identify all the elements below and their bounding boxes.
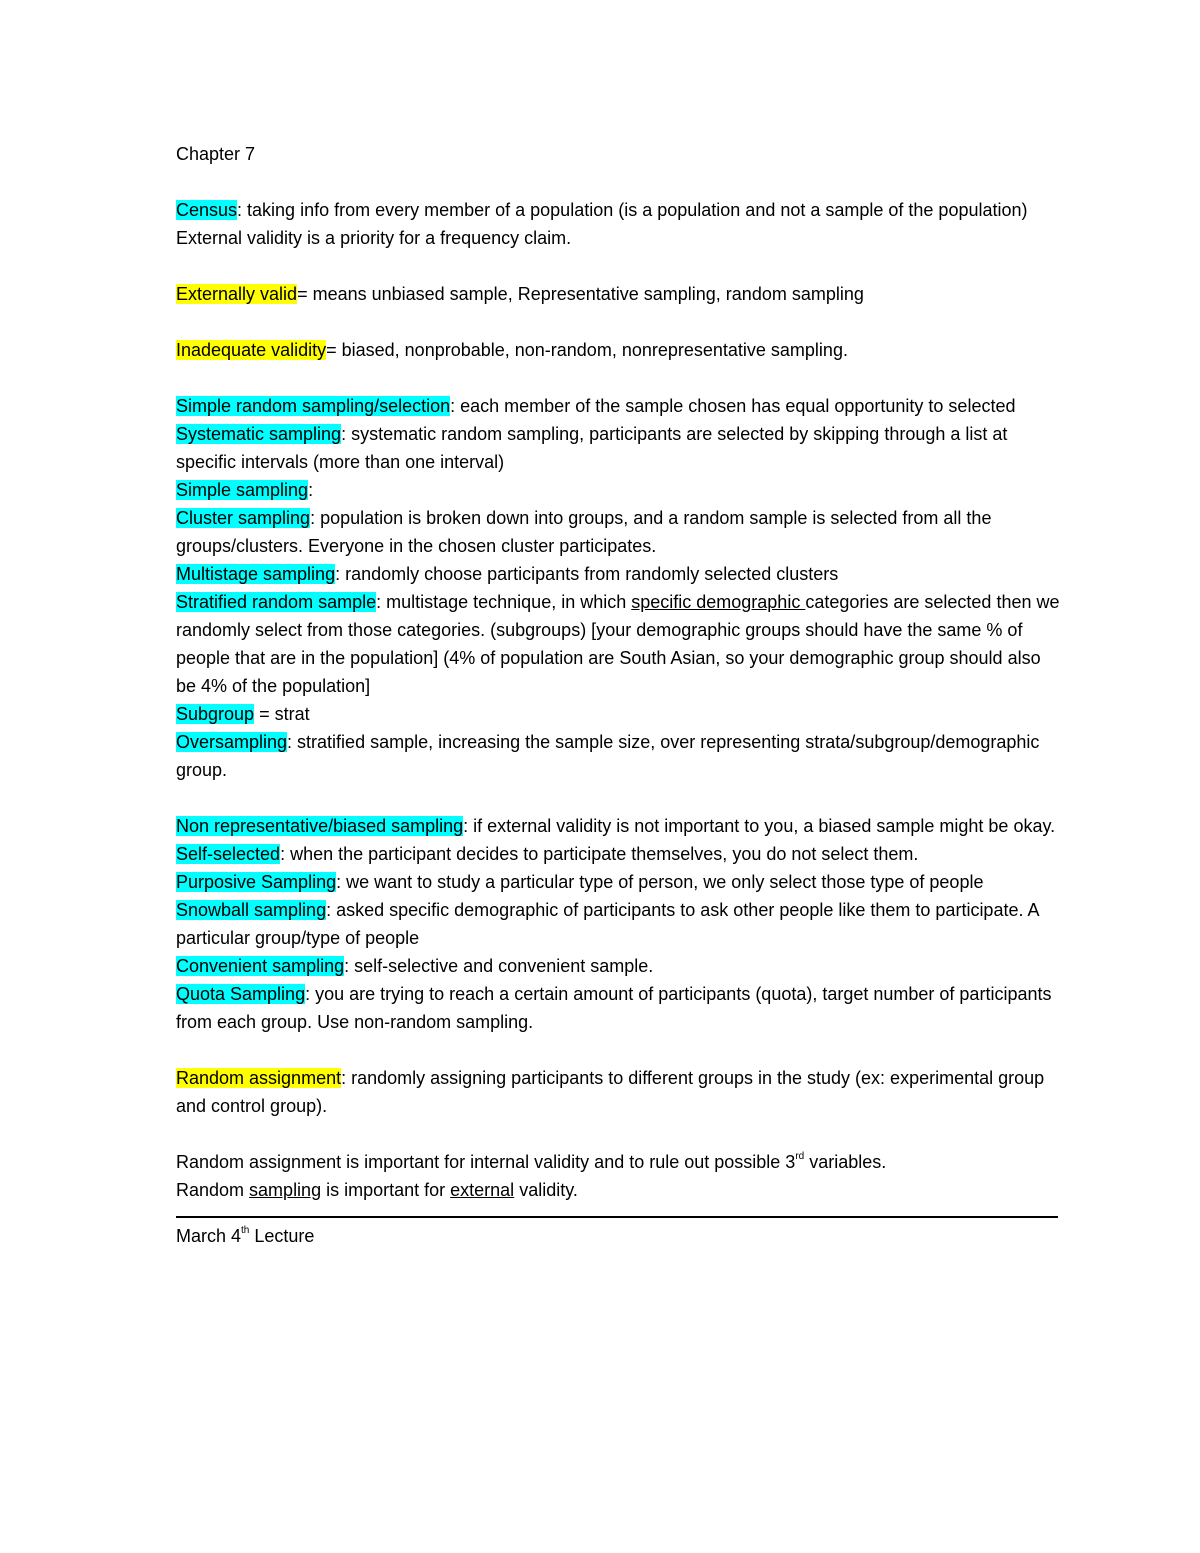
- random-assignment-definition: : randomly assigning participants to different groups in the study (ex: experimental group and control group).: [176, 1068, 1045, 1116]
- spacer: [176, 364, 1061, 392]
- document-page: [176, 140, 1061, 1250]
- self-selected-term: Self-selected: [176, 844, 281, 864]
- stratified-term: Stratified random sample: [176, 592, 377, 612]
- convenient-definition: : self-selective and convenient sample.: [344, 956, 654, 976]
- self-selected-definition: : when the participant decides to participate themselves, you do not select them.: [280, 844, 919, 864]
- simple-random-definition: : each member of the sample chosen has equal opportunity to selected: [450, 396, 1016, 416]
- stratified-definition-b: categories are selected then we randomly select from those categories. (subgroups) [your demographic groups should have the same % of people that are in the population] (4% of population are South Asian, so your demographic group should also be 4% of the population]: [176, 592, 1060, 696]
- rs-text-b: is important for: [321, 1180, 451, 1200]
- underlined-sampling: sampling: [249, 1180, 322, 1200]
- systematic-term: Systematic sampling: [176, 424, 342, 444]
- externally-valid-entry: [176, 280, 1061, 308]
- purposive-entry: [176, 868, 1061, 896]
- spacer: [176, 1120, 1061, 1148]
- purposive-definition: : we want to study a particular type of person, we only select those type of people: [336, 872, 984, 892]
- random-sampling-importance: [176, 1176, 1061, 1204]
- stratified-underlined-text: specific demographic: [631, 592, 806, 612]
- systematic-entry: [176, 420, 1061, 476]
- lecture-heading-label: Lecture: [249, 1226, 315, 1246]
- cluster-entry: [176, 504, 1061, 560]
- chapter-title: Chapter 7: [176, 144, 256, 164]
- external-validity-priority: External validity is a priority for a frequency claim.: [176, 228, 572, 248]
- stratified-entry: [176, 588, 1061, 700]
- convenient-term: Convenient sampling: [176, 956, 345, 976]
- oversampling-definition: : stratified sample, increasing the sample size, over representing strata/subgroup/demographic group.: [176, 732, 1040, 780]
- subgroup-definition: = strat: [254, 704, 310, 724]
- simple-sampling-term: Simple sampling: [176, 480, 309, 500]
- spacer: [176, 1036, 1061, 1064]
- simple-random-entry: [176, 392, 1061, 420]
- snowball-term: Snowball sampling: [176, 900, 327, 920]
- census-entry: [176, 196, 1061, 224]
- spacer: [176, 784, 1061, 812]
- cluster-definition: : population is broken down into groups, and a random sample is selected from all the groups/clusters. Everyone in the chosen cluster participates.: [176, 508, 992, 556]
- multistage-definition: : randomly choose participants from randomly selected clusters: [335, 564, 839, 584]
- cluster-term: Cluster sampling: [176, 508, 311, 528]
- simple-random-term: Simple random sampling/selection: [176, 396, 451, 416]
- nonrep-term: Non representative/biased sampling: [176, 816, 464, 836]
- lecture-heading: [176, 1222, 1061, 1250]
- census-term: Census: [176, 200, 238, 220]
- purposive-term: Purposive Sampling: [176, 872, 337, 892]
- simple-sampling-entry: [176, 476, 1061, 504]
- spacer: [176, 252, 1061, 280]
- simple-sampling-definition: :: [308, 480, 314, 500]
- inadequate-validity-term: Inadequate validity: [176, 340, 327, 360]
- rs-text-a: Random: [176, 1180, 250, 1200]
- subgroup-term: Subgroup: [176, 704, 255, 724]
- multistage-term: Multistage sampling: [176, 564, 336, 584]
- ordinal-superscript: rd: [795, 1151, 805, 1162]
- inadequate-validity-entry: [176, 336, 1061, 364]
- quota-entry: [176, 980, 1061, 1036]
- random-assignment-entry: [176, 1064, 1061, 1120]
- externally-valid-term: Externally valid: [176, 284, 298, 304]
- snowball-definition: : asked specific demographic of participants to ask other people like them to participate. A particular group/type of people: [176, 900, 1039, 948]
- quota-definition: : you are trying to reach a certain amount of participants (quota), target number of participants from each group. Use non-random sampling.: [176, 984, 1052, 1032]
- ra-importance-text: Random assignment is important for internal validity and to rule out possible 3: [176, 1152, 796, 1172]
- oversampling-entry: [176, 728, 1061, 784]
- rs-text-c: validity.: [514, 1180, 578, 1200]
- quota-term: Quota Sampling: [176, 984, 306, 1004]
- externally-valid-definition: = means unbiased sample, Representative sampling, random sampling: [297, 284, 864, 304]
- underlined-external: external: [450, 1180, 515, 1200]
- convenient-entry: [176, 952, 1061, 980]
- ordinal-superscript: th: [241, 1225, 250, 1236]
- inadequate-validity-definition: = biased, nonprobable, non-random, nonrepresentative sampling.: [326, 340, 848, 360]
- systematic-definition: : systematic random sampling, participants are selected by skipping through a list at specific intervals (more than one interval): [176, 424, 1008, 472]
- oversampling-term: Oversampling: [176, 732, 288, 752]
- random-assignment-importance: [176, 1148, 1061, 1176]
- random-assignment-term: Random assignment: [176, 1068, 342, 1088]
- multistage-entry: [176, 560, 1061, 588]
- section-divider: [176, 1216, 1058, 1218]
- self-selected-entry: [176, 840, 1061, 868]
- snowball-entry: [176, 896, 1061, 952]
- spacer: [176, 308, 1061, 336]
- nonrep-definition: : if external validity is not important to you, a biased sample might be okay.: [463, 816, 1056, 836]
- ra-importance-tail: variables.: [804, 1152, 887, 1172]
- nonrep-entry: [176, 812, 1061, 840]
- subgroup-entry: [176, 700, 1061, 728]
- stratified-definition-a: : multistage technique, in which: [376, 592, 632, 612]
- census-definition: : taking info from every member of a population (is a population and not a sample of the population): [237, 200, 1028, 220]
- spacer: [176, 168, 1061, 196]
- lecture-heading-date: March 4: [176, 1226, 242, 1246]
